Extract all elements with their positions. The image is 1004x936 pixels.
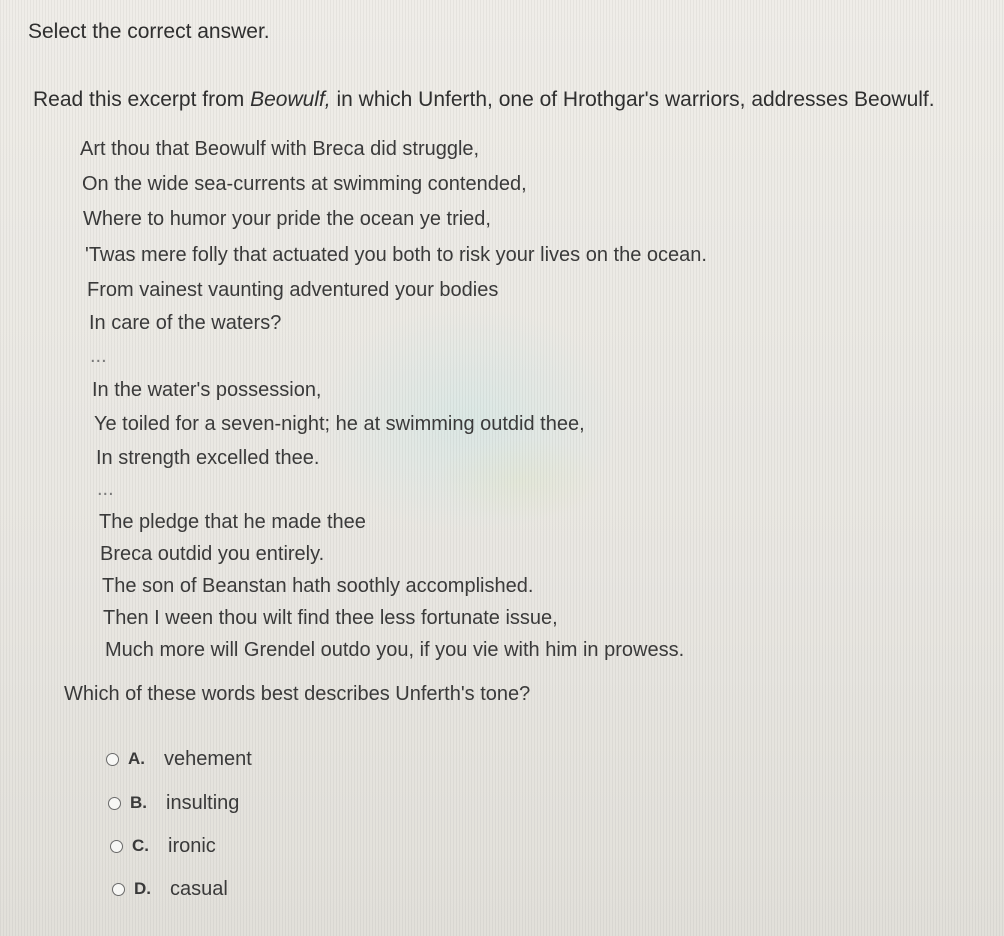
poem-line: From vainest vaunting adventured your bodies (87, 279, 499, 301)
intro-before: Read this excerpt from (33, 88, 251, 111)
poem-line: Art thou that Beowulf with Breca did struggle, (80, 138, 480, 160)
radio-button-icon[interactable] (112, 883, 125, 896)
option-b[interactable] (108, 789, 239, 817)
radio-button-icon[interactable] (110, 840, 123, 853)
poem-line: Much more will Grendel outdo you, if you vie with him in prowess. (105, 639, 685, 661)
radio-button-icon[interactable] (108, 797, 121, 810)
poem-line: In care of the waters? (89, 312, 282, 334)
option-text: insulting (166, 791, 240, 814)
poem-line: Breca outdid you entirely. (100, 543, 325, 565)
poem-line: The pledge that he made thee (99, 511, 366, 533)
option-letter: C. (132, 836, 149, 855)
poem-line: Ye toiled for a seven-night; he at swimming outdid thee, (94, 413, 585, 435)
option-text: casual (170, 877, 228, 900)
intro-after: in which Unferth, one of Hrothgar's warriors, addresses Beowulf. (330, 88, 935, 111)
option-letter: A. (128, 749, 145, 768)
ellipsis: ... (90, 345, 107, 367)
radio-button-icon[interactable] (106, 753, 119, 766)
work-title: Beowulf, (250, 88, 331, 111)
option-text: ironic (168, 834, 216, 857)
option-letter: D. (134, 879, 151, 898)
option-letter: B. (130, 793, 147, 812)
ellipsis: ... (97, 478, 114, 500)
poem-line: The son of Beanstan hath soothly accomplished. (102, 575, 534, 597)
poem-line: In the water's possession, (92, 379, 322, 401)
poem-line: In strength excelled thee. (96, 447, 320, 469)
poem-line: On the wide sea-currents at swimming contended, (82, 173, 527, 195)
poem-line: 'Twas mere folly that actuated you both to risk your lives on the ocean. (85, 244, 707, 266)
instruction-text: Select the correct answer. (28, 20, 270, 43)
question-text: Which of these words best describes Unferth's tone? (64, 683, 531, 705)
poem-line: Then I ween thou wilt find thee less fortunate issue, (103, 607, 558, 629)
option-d[interactable] (112, 875, 228, 903)
excerpt-intro (33, 88, 935, 112)
option-text: vehement (164, 747, 252, 770)
poem-line: Where to humor your pride the ocean ye tried, (83, 208, 491, 230)
option-a[interactable] (106, 745, 252, 773)
option-c[interactable] (110, 832, 216, 860)
